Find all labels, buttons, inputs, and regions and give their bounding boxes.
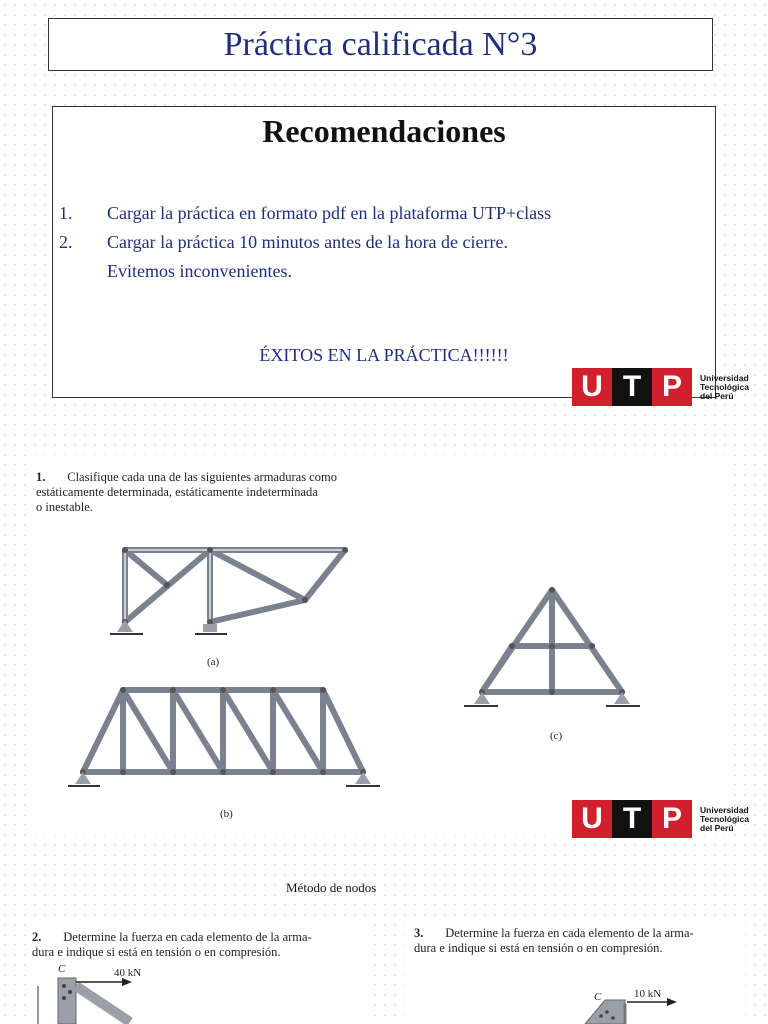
caption-b: (b) — [220, 808, 233, 820]
section-heading: Método de nodos — [286, 880, 377, 895]
problem-text: o inestable. — [36, 500, 93, 514]
recommendation-text: Cargar la práctica 10 minutos antes de la hora de cierre. — [107, 232, 508, 252]
problem-text: Determine la fuerza en cada elemento de la arma- — [445, 926, 694, 940]
truss-c-diagram — [462, 580, 642, 710]
caption-a: (a) — [207, 656, 220, 668]
problem-2-statement — [32, 930, 367, 960]
recommendation-text: Cargar la práctica en formato pdf en la plataforma UTP+class — [107, 203, 552, 223]
problem-number: 2. — [32, 930, 42, 944]
utp-logo — [572, 368, 749, 406]
node-label: C — [58, 963, 66, 975]
logo-university-name — [700, 374, 749, 401]
logo-letter: T — [612, 368, 652, 406]
recommendation-number: 2. — [59, 232, 73, 252]
page-title: Práctica calificada N°3 — [223, 25, 538, 63]
problem-number: 3. — [414, 926, 424, 940]
problem-2-diagram — [30, 962, 180, 1024]
logo-letter: P — [652, 368, 692, 406]
caption-c: (c) — [550, 730, 563, 742]
truss-b-diagram — [68, 680, 388, 792]
logo-letter: P — [652, 800, 692, 838]
logo-letter: T — [612, 800, 652, 838]
problem-text: dura e indique si está en tensión o en compresión. — [32, 945, 281, 959]
recommendations-heading: Recomendaciones — [262, 113, 506, 149]
logo-line: del Perú — [700, 390, 734, 401]
logo-line: Universidad — [700, 804, 749, 815]
logo-line: Tecnológica — [700, 813, 749, 824]
logo-line: Universidad — [700, 372, 749, 383]
problem-number: 1. — [36, 470, 46, 484]
logo-letter: U — [572, 800, 612, 838]
logo-line: del Perú — [700, 822, 734, 833]
problem-1-statement — [36, 470, 376, 515]
problem-text: Clasifique cada una de las siguientes armaduras como — [67, 470, 337, 484]
recommendation-extra-text: Evitemos inconvenientes. — [107, 261, 292, 281]
truss-a-diagram — [105, 540, 365, 645]
utp-logo — [572, 800, 749, 838]
problem-text: dura e indique si está en tensión o en compresión. — [414, 941, 663, 955]
recommendations-box — [52, 106, 716, 398]
logo-letter: U — [572, 368, 612, 406]
problem-3-statement — [414, 926, 744, 956]
page-title-box — [48, 18, 713, 71]
recommendation-number: 1. — [59, 203, 73, 223]
load-label: 10 kN — [634, 988, 662, 1000]
load-label: 40 kN — [114, 967, 142, 979]
problem-text: Determine la fuerza en cada elemento de la arma- — [63, 930, 312, 944]
logo-line: Tecnológica — [700, 381, 749, 392]
closing-message: ÉXITOS EN LA PRÁCTICA!!!!!! — [259, 345, 509, 365]
node-label: C — [594, 991, 602, 1003]
problem-text: estáticamente determinada, estáticamente indeterminada — [36, 485, 318, 499]
logo-university-name — [700, 806, 749, 833]
